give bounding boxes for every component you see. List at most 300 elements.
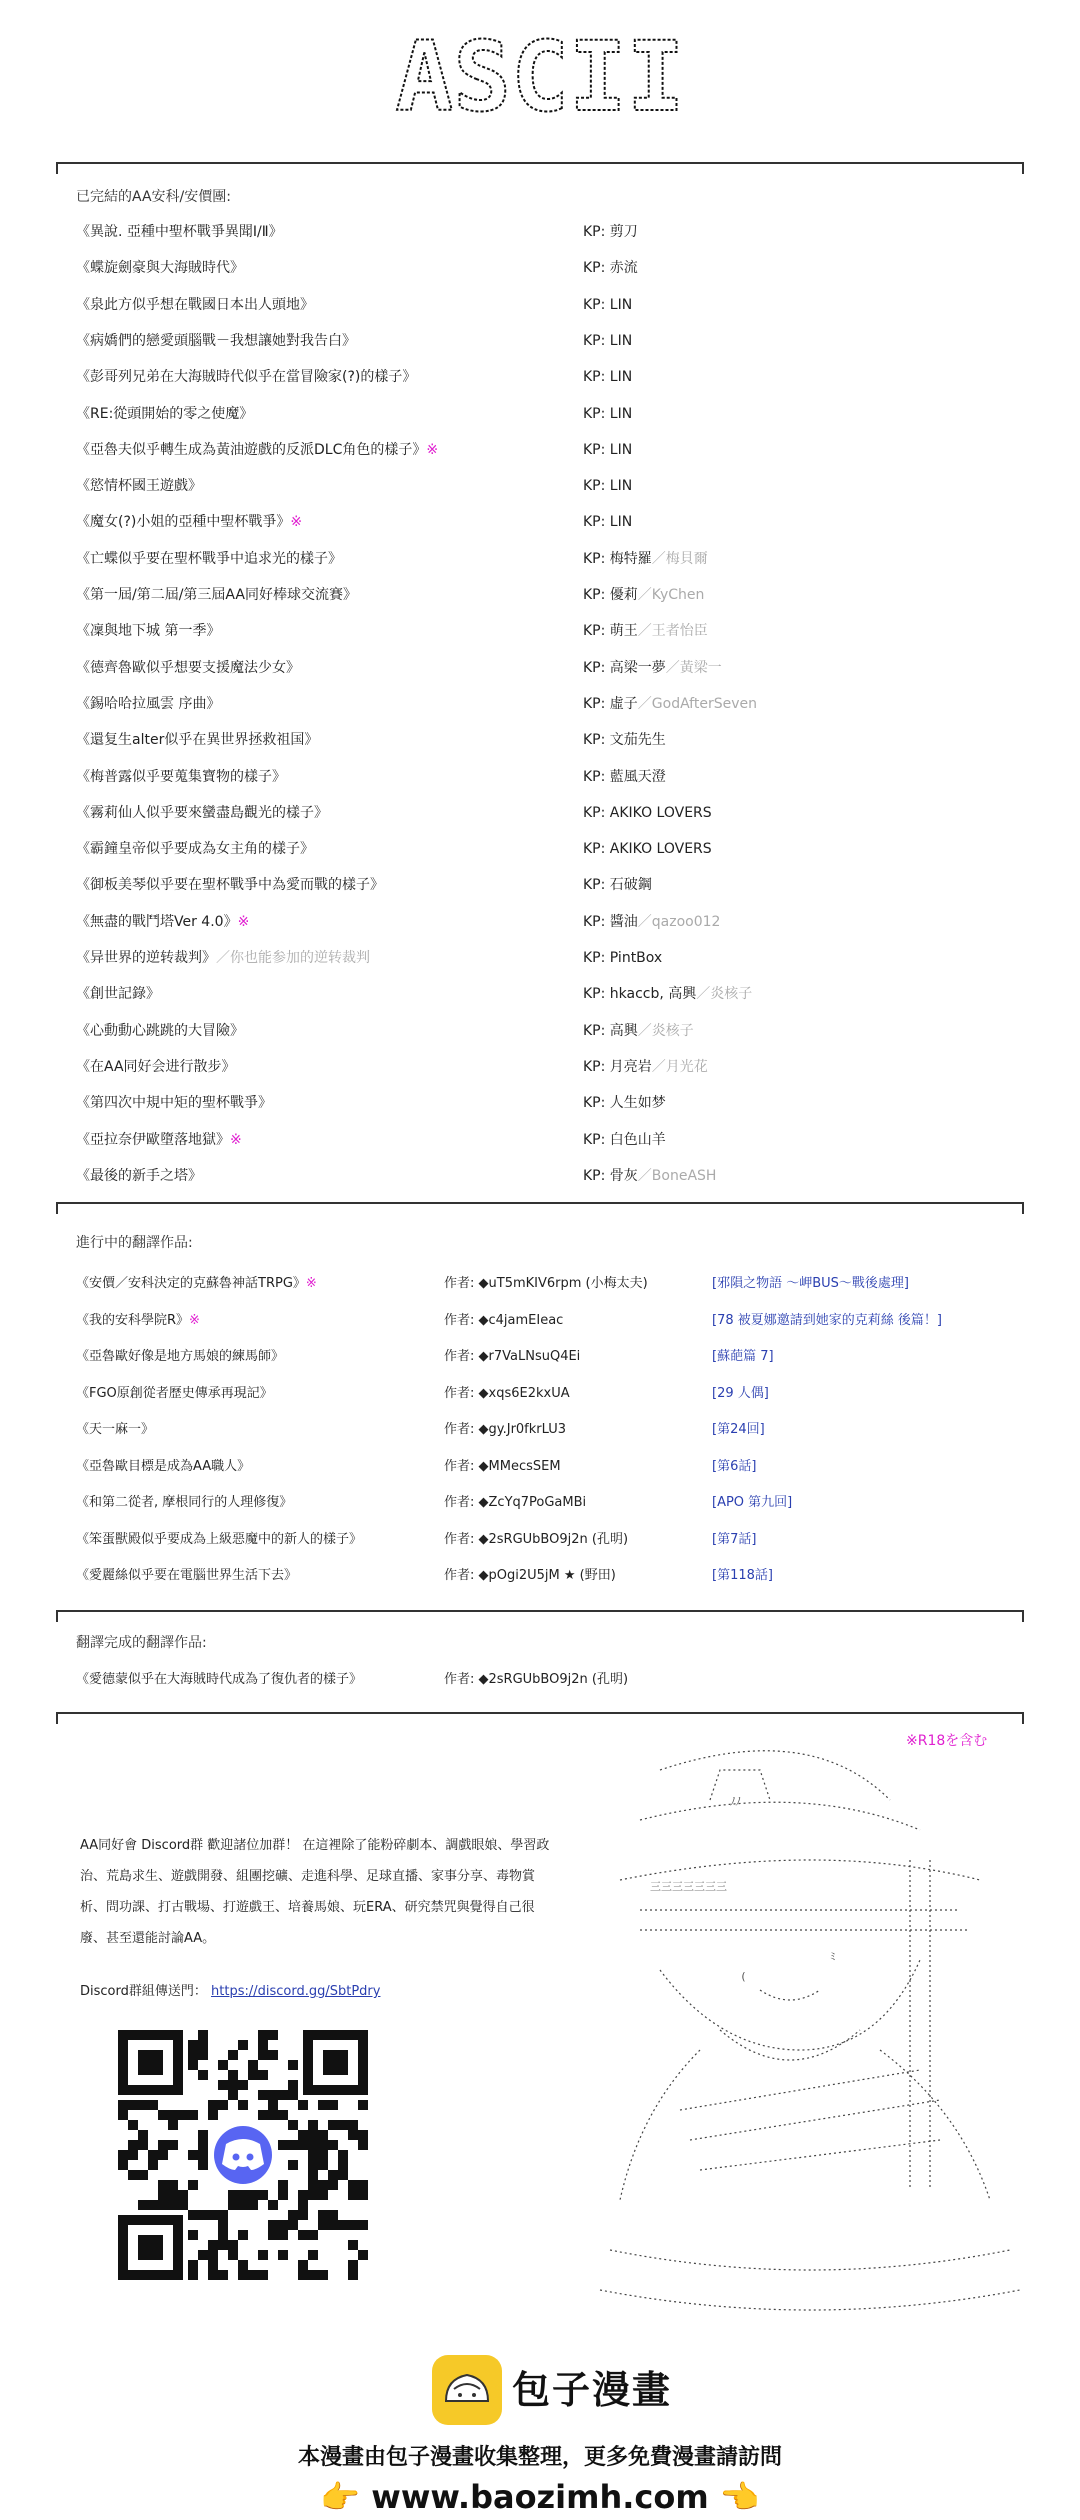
work-title: 《病嬌們的戀愛頭腦戰－我想讓她對我告白》: [76, 332, 356, 349]
work-title: 《蝶旋劍豪與大海賊時代》: [76, 260, 244, 277]
qr-module: [188, 2230, 198, 2240]
completed-heading: 已完結的AA安科/安價團:: [76, 189, 231, 205]
qr-module: [178, 2110, 188, 2120]
qr-module: [288, 2090, 298, 2100]
brand-url[interactable]: www.baozimh.com: [371, 2478, 709, 2516]
work-title: 《亞魯歐好像是地方馬娘的練馬師》: [76, 1349, 285, 1364]
qr-module: [258, 2190, 268, 2200]
qr-module: [288, 2140, 298, 2150]
brand-name: 包子漫畫: [512, 2368, 673, 2412]
work-title: 《愛麗絲似乎要在電腦世界生活下去》: [76, 1568, 298, 1583]
brand-url-row: [0, 2478, 1080, 2516]
qr-module: [278, 2090, 288, 2100]
qr-module: [228, 2080, 238, 2090]
kp-name: KP: LIN: [583, 332, 633, 349]
qr-module: [288, 2210, 298, 2220]
work-title: 《异世界的逆转裁判》／你也能参加的逆转裁判: [76, 950, 370, 966]
kp-name: KP: 優莉／KyChen: [583, 587, 705, 603]
qr-module: [228, 2050, 238, 2060]
work-title: 《還复生alter似乎在異世界拯救祖国》: [76, 732, 319, 749]
work-title: 《安價／安科決定的克蘇魯神話TRPG》※: [76, 1276, 317, 1291]
section-divider: [56, 1712, 1024, 1714]
qr-module: [308, 2180, 318, 2190]
qr-module: [298, 2260, 308, 2270]
work-title: 《亞拉奈伊歐墮落地獄》※: [76, 1131, 242, 1148]
qr-module: [328, 2180, 338, 2190]
work-title: 《最後的新手之塔》: [76, 1167, 202, 1184]
ascii-art-figure: [580, 1730, 1040, 2330]
qr-module: [258, 2050, 268, 2060]
qr-module: [338, 2220, 348, 2230]
qr-module: [278, 2220, 288, 2230]
kp-name: KP: PintBox: [583, 950, 663, 966]
qr-module: [318, 2210, 328, 2220]
qr-module: [198, 2070, 208, 2080]
qr-module: [318, 2190, 328, 2200]
qr-module: [228, 2250, 238, 2260]
qr-module: [308, 2160, 318, 2170]
qr-module: [208, 2270, 218, 2280]
qr-module: [358, 2100, 368, 2110]
brand-description: 本漫畫由包子漫畫收集整理，更多免費漫畫請訪問: [297, 2445, 782, 2470]
work-title: 《笨蛋獸殿似乎要成為上級惡魔中的新人的樣子》: [76, 1531, 363, 1547]
discord-link[interactable]: https://discord.gg/SbtPdry: [211, 1984, 381, 1999]
kp-alias: ／王者怡臣: [637, 623, 708, 640]
work-title: 《我的安科學院R》※: [76, 1312, 200, 1328]
qr-module: [268, 2230, 278, 2240]
qr-module: [278, 2250, 288, 2260]
qr-module: [138, 2170, 148, 2180]
ongoing-heading: 進行中的翻譯作品:: [76, 1235, 193, 1251]
qr-module: [258, 2270, 268, 2280]
kp-name: KP: LIN: [583, 441, 633, 458]
qr-module: [228, 2090, 238, 2100]
pointing-left-icon: 👈: [719, 2478, 760, 2516]
qr-module: [198, 2160, 208, 2170]
qr-module: [208, 2110, 218, 2120]
qr-module: [348, 2120, 358, 2130]
chapter-link[interactable]: [29 人偶]: [712, 1385, 769, 1401]
qr-module: [268, 2110, 278, 2120]
qr-module: [138, 2130, 148, 2140]
qr-module: [358, 2250, 368, 2260]
qr-module: [198, 2140, 208, 2150]
qr-module: [158, 2180, 168, 2190]
qr-module: [328, 2140, 338, 2150]
qr-module: [188, 2210, 198, 2220]
qr-module: [258, 2090, 268, 2100]
qr-module: [218, 2220, 228, 2230]
qr-module: [358, 2140, 368, 2150]
discord-description: AA同好會 Discord群 歡迎諸位加群！ 在這裡除了能粉碎劇本、調戲眼娘、學習政治、荒島求生、遊戲開發、組團挖礦、走進科學、足球直播、家事分享、毒物賞析、問功課、打古戰場、打遊戲王、培養馬娘、玩ERA、研究禁咒與覺得自己很廢、甚至還能討論AA。: [80, 1838, 550, 1946]
qr-module: [348, 2180, 358, 2190]
finished-heading: 翻譯完成的翻譯作品:: [76, 1635, 207, 1651]
qr-module: [158, 2200, 168, 2210]
qr-module: [298, 2230, 308, 2240]
work-title: 《創世記錄》: [76, 986, 160, 1003]
qr-module: [248, 2060, 258, 2070]
qr-module: [198, 2250, 208, 2260]
qr-module: [248, 2270, 258, 2280]
qr-module: [238, 2260, 248, 2270]
chapter-link[interactable]: [78 被夏娜邀請到她家的克莉絲 後篇！]: [712, 1312, 942, 1328]
qr-module: [148, 2200, 158, 2210]
qr-module: [158, 2190, 168, 2200]
qr-module: [188, 2110, 198, 2120]
kp-name: KP: 藍風天澄: [583, 768, 666, 785]
qr-module: [298, 2100, 308, 2110]
author: 作者: ◆2sRGUbBO9j2n (孔明): [444, 1531, 629, 1547]
title-note: ／你也能参加的逆转裁判: [216, 950, 370, 966]
qr-module: [318, 2130, 328, 2140]
qr-module: [238, 2100, 248, 2110]
qr-module: [208, 2210, 218, 2220]
author: 作者: ◆pOgi2U5jM ★ (野田): [444, 1568, 616, 1583]
section-divider: [56, 1202, 1024, 1204]
qr-module: [278, 2230, 288, 2240]
work-title: 《亞魯歐目標是成為AA職人》: [76, 1458, 251, 1474]
qr-module: [328, 2170, 338, 2180]
kp-name: KP: 人生如梦: [583, 1095, 666, 1112]
qr-module: [208, 2250, 218, 2260]
qr-module: [288, 2120, 298, 2130]
qr-module: [128, 2100, 138, 2110]
qr-module: [228, 2190, 238, 2200]
svg-text:ﾉﾉ: ﾉﾉ: [730, 1795, 741, 1808]
author: 作者: ◆uT5mKIV6rpm (小梅太夫): [444, 1276, 648, 1291]
qr-module: [138, 2100, 148, 2110]
work-title: 《愛德蒙似乎在大海賊時代成為了復仇者的樣子》: [76, 1672, 363, 1687]
work-title: 《梅普露似乎要蒐集寶物的樣子》: [76, 768, 286, 785]
qr-module: [298, 2190, 308, 2200]
chapter-link[interactable]: [第24回]: [712, 1422, 765, 1437]
qr-module: [288, 2160, 298, 2170]
qr-module: [258, 2110, 268, 2120]
qr-module: [328, 2100, 338, 2110]
discord-qr-code: [118, 2030, 368, 2280]
qr-module: [168, 2120, 178, 2130]
qr-module: [338, 2160, 348, 2170]
kp-name: KP: LIN: [583, 514, 633, 531]
qr-module: [358, 2180, 368, 2190]
chapter-link[interactable]: [第7話]: [712, 1531, 757, 1547]
r18-mark: ※: [305, 1276, 317, 1291]
qr-module: [218, 2210, 228, 2220]
work-title: 《第一屆/第二屆/第三屆AA同好棒球交流賽》: [76, 587, 357, 603]
qr-module: [238, 2080, 248, 2090]
kp-name: KP: 骨灰／BoneASH: [583, 1167, 717, 1184]
author: 作者: ◆ZcYq7PoGaMBi: [444, 1495, 587, 1510]
qr-module: [308, 2120, 318, 2130]
qr-module: [148, 2160, 158, 2170]
qr-module: [348, 2130, 358, 2140]
qr-module: [198, 2040, 208, 2050]
kp-name: KP: 月亮岩／月光花: [583, 1058, 708, 1075]
qr-module: [198, 2050, 208, 2060]
svg-text:三三三三三三三: 三三三三三三三: [650, 1880, 727, 1893]
work-title: 《霧莉仙人似乎要來蠻盡島觀光的樣子》: [76, 804, 328, 821]
qr-module: [348, 2220, 358, 2230]
kp-name: KP: 石破鋼: [583, 877, 652, 894]
kp-name: KP: 白色山羊: [583, 1131, 666, 1148]
qr-module: [198, 2030, 208, 2040]
kp-alias: ／炎核子: [696, 986, 753, 1003]
qr-module: [308, 2170, 318, 2180]
qr-module: [318, 2270, 328, 2280]
qr-module: [358, 2130, 368, 2140]
author: 作者: ◆r7VaLNsuQ4Ei: [444, 1349, 581, 1364]
work-title: 《和第二從者, 摩根同行的人理修復》: [76, 1495, 293, 1510]
kp-alias: ／梅貝爾: [651, 550, 708, 567]
r18-note: ※R18を含む: [906, 1733, 988, 1749]
work-title: 《霸鐘皇帝似乎要成為女主角的樣子》: [76, 841, 314, 858]
qr-module: [118, 2100, 128, 2110]
qr-module: [158, 2110, 168, 2120]
r18-mark: ※: [290, 514, 303, 531]
qr-module: [128, 2120, 138, 2130]
baozi-logo-icon: [432, 2355, 502, 2425]
qr-module: [178, 2200, 188, 2210]
qr-module: [168, 2140, 178, 2150]
kp-name: KP: 文茄先生: [583, 732, 666, 749]
qr-module: [258, 2040, 268, 2050]
qr-module: [298, 2200, 308, 2210]
qr-module: [188, 2150, 198, 2160]
qr-module: [308, 2140, 318, 2150]
qr-module: [198, 2150, 208, 2160]
qr-module: [228, 2070, 238, 2080]
qr-module: [318, 2140, 328, 2150]
kp-name: KP: 高梁一夢／黃梁一: [583, 659, 722, 676]
qr-module: [268, 2220, 278, 2230]
qr-module: [218, 2080, 228, 2090]
discord-link-label: Discord群組傳送門：: [80, 1984, 207, 1999]
chapter-link[interactable]: [第6話]: [712, 1458, 757, 1474]
qr-module: [188, 2270, 198, 2280]
work-title: 《在AA同好会进行散步》: [76, 1058, 236, 1075]
work-title: 《魔女(?)小姐的亞種中聖杯戰爭》※: [76, 514, 303, 531]
qr-module: [148, 2150, 158, 2160]
qr-module: [328, 2210, 338, 2220]
qr-module: [308, 2270, 318, 2280]
qr-module: [148, 2100, 158, 2110]
r18-mark: ※: [230, 1131, 242, 1148]
qr-module: [268, 2090, 278, 2100]
qr-module: [128, 2150, 138, 2160]
ascii-logo: [340, 28, 740, 128]
kp-name: KP: LIN: [583, 478, 633, 495]
chapter-link[interactable]: [邪隕之物語 〜岬BUS〜戰後處理]: [712, 1276, 909, 1291]
work-title: 《心動動心跳跳的大冒險》: [76, 1022, 244, 1039]
work-title: 《FGO原創從者歷史傳承再現記》: [76, 1385, 273, 1401]
work-title: 《慾情杯國王遊戲》: [76, 478, 202, 495]
qr-module: [318, 2160, 328, 2170]
qr-module: [168, 2200, 178, 2210]
qr-module: [278, 2180, 288, 2190]
svg-text:(: (: [740, 1970, 747, 1983]
qr-module: [178, 2190, 188, 2200]
qr-module: [158, 2140, 168, 2150]
kp-name: KP: 醬油／qazoo012: [583, 913, 721, 930]
qr-module: [298, 2130, 308, 2140]
qr-module: [168, 2110, 178, 2120]
qr-module: [308, 2150, 318, 2160]
qr-module: [328, 2120, 338, 2130]
qr-module: [278, 2140, 288, 2150]
qr-module: [238, 2230, 248, 2240]
section-divider: [56, 1610, 1024, 1612]
qr-module: [218, 2270, 228, 2280]
qr-module: [218, 2230, 228, 2240]
work-title: 《御板美琴似乎要在聖杯戰爭中為愛而戰的樣子》: [76, 877, 384, 894]
qr-module: [218, 2060, 228, 2070]
qr-module: [348, 2270, 358, 2280]
work-title: 《RE:從頭開始的零之使魔》: [76, 405, 254, 422]
qr-module: [188, 2050, 198, 2060]
qr-module: [318, 2100, 328, 2110]
pointing-right-icon: 👉: [320, 2478, 361, 2516]
qr-module: [168, 2190, 178, 2200]
qr-module: [138, 2140, 148, 2150]
svg-text:ﾐ: ﾐ: [830, 1950, 836, 1963]
qr-module: [198, 2130, 208, 2140]
qr-module: [318, 2180, 328, 2190]
qr-module: [348, 2190, 358, 2200]
qr-module: [258, 2030, 268, 2040]
author: 作者: ◆xqs6E2kxUA: [444, 1385, 570, 1401]
work-title: 《異說. 亞種中聖杯戰爭異聞Ⅰ/Ⅱ》: [76, 224, 283, 240]
qr-module: [308, 2190, 318, 2200]
qr-module: [318, 2220, 328, 2230]
qr-module: [208, 2240, 218, 2250]
kp-name: KP: LIN: [583, 405, 633, 422]
qr-module: [118, 2110, 128, 2120]
chapter-link[interactable]: [蘇葩篇 7]: [712, 1349, 774, 1364]
kp-name: KP: hkaccb, 高興／炎核子: [583, 986, 753, 1003]
qr-module: [248, 2200, 258, 2210]
kp-alias: ／KyChen: [637, 587, 705, 603]
qr-module: [238, 2270, 248, 2280]
kp-name: KP: AKIKO LOVERS: [583, 804, 712, 821]
kp-alias: ／月光花: [651, 1058, 708, 1075]
work-title: 《天一麻一》: [76, 1422, 155, 1437]
kp-name: KP: 赤流: [583, 260, 638, 277]
r18-mark: ※: [426, 441, 439, 458]
qr-module: [168, 2180, 178, 2190]
work-title: 《亡蝶似乎要在聖杯戰爭中追求光的樣子》: [76, 550, 342, 567]
qr-module: [118, 2160, 128, 2170]
kp-name: KP: AKIKO LOVERS: [583, 841, 712, 858]
qr-module: [248, 2190, 258, 2200]
kp-name: KP: 梅特羅／梅貝爾: [583, 550, 708, 567]
qr-module: [308, 2230, 318, 2240]
kp-name: KP: 虛子／GodAfterSeven: [583, 695, 757, 712]
qr-module: [258, 2250, 268, 2260]
qr-module: [308, 2130, 318, 2140]
qr-module: [158, 2150, 168, 2160]
author: 作者: ◆c4jamEIeac: [444, 1312, 564, 1328]
qr-module: [348, 2260, 358, 2270]
qr-module: [258, 2070, 268, 2080]
qr-module: [268, 2100, 278, 2110]
qr-module: [268, 2200, 278, 2210]
qr-module: [298, 2140, 308, 2150]
kp-alias: ／qazoo012: [637, 913, 721, 930]
qr-module: [328, 2220, 338, 2230]
qr-module: [278, 2190, 288, 2200]
kp-name: KP: 剪刀: [583, 224, 638, 240]
discord-link-row: [80, 1980, 380, 1999]
svg-text:ASCII: ASCII: [395, 28, 685, 128]
author: 作者: ◆MMecsSEM: [444, 1458, 561, 1474]
work-title: 《無盡的戰鬥塔Ver 4.0》※: [76, 913, 250, 930]
qr-module: [118, 2150, 128, 2160]
qr-module: [238, 2200, 248, 2210]
kp-name: KP: LIN: [583, 296, 633, 313]
qr-module: [358, 2220, 368, 2230]
work-title: 《亞魯夫似乎轉生成為黃油遊戲的反派DLC角色的樣子》※: [76, 441, 439, 458]
kp-name: KP: LIN: [583, 369, 633, 386]
author: 作者: ◆gy.Jr0fkrLU3: [444, 1422, 567, 1437]
work-title: 《泉此方似乎想在戰國日本出人頭地》: [76, 296, 314, 313]
qr-module: [338, 2150, 348, 2160]
qr-module: [188, 2040, 198, 2050]
qr-module: [218, 2100, 228, 2110]
work-title: 《第四次中規中矩的聖杯戰爭》: [76, 1095, 272, 1112]
work-title: 《彭哥列兄弟在大海賊時代似乎在當冒險家(?)的樣子》: [76, 369, 417, 386]
r18-mark: ※: [237, 913, 250, 930]
qr-module: [298, 2270, 308, 2280]
qr-module: [188, 2060, 198, 2070]
qr-module: [128, 2170, 138, 2180]
qr-module: [268, 2050, 278, 2060]
qr-module: [238, 2190, 248, 2200]
kp-alias: ／黃梁一: [665, 659, 722, 676]
qr-module: [128, 2140, 138, 2150]
work-title: 《德齊魯歐似乎想要支援魔法少女》: [76, 659, 300, 676]
qr-module: [188, 2260, 198, 2270]
qr-module: [198, 2210, 208, 2220]
qr-module: [218, 2240, 228, 2250]
section-divider: [56, 162, 1024, 164]
qr-module: [248, 2070, 258, 2080]
qr-module: [228, 2200, 238, 2210]
chapter-link[interactable]: [第118話]: [712, 1568, 773, 1583]
qr-module: [358, 2190, 368, 2200]
author: 作者: ◆2sRGUbBO9j2n (孔明): [444, 1672, 629, 1687]
qr-module: [348, 2240, 358, 2250]
kp-name: KP: 萌王／王者怡臣: [583, 623, 708, 640]
qr-module: [338, 2120, 348, 2130]
kp-alias: ／BoneASH: [637, 1167, 717, 1184]
work-title: 《錫哈哈拉風雲 序曲》: [76, 695, 221, 712]
r18-mark: ※: [189, 1312, 200, 1328]
qr-module: [188, 2180, 198, 2190]
kp-name: KP: 高興／炎核子: [583, 1022, 694, 1039]
qr-module: [138, 2200, 148, 2210]
qr-module: [268, 2030, 278, 2040]
work-title: 《凜與地下城 第一季》: [76, 623, 221, 640]
chapter-link[interactable]: [APO 第九回]: [712, 1495, 793, 1510]
qr-module: [238, 2040, 248, 2050]
qr-module: [208, 2260, 218, 2270]
qr-module: [288, 2060, 298, 2070]
qr-module: [338, 2170, 348, 2180]
qr-module: [208, 2100, 218, 2110]
qr-module: [308, 2250, 318, 2260]
kp-alias: ／GodAfterSeven: [637, 695, 757, 712]
qr-module: [318, 2150, 328, 2160]
